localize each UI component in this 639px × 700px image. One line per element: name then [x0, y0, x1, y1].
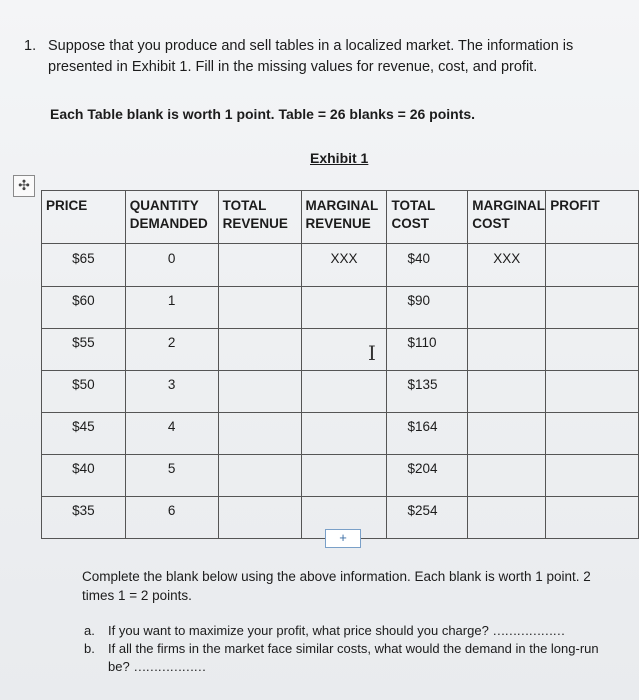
cell-marginal-revenue[interactable]: [301, 371, 387, 413]
text-cursor-icon: I: [368, 341, 376, 365]
cell-marginal-cost[interactable]: [468, 413, 546, 455]
table-row: [42, 371, 639, 413]
header-total-cost: TOTAL COST: [387, 191, 468, 244]
cell-profit[interactable]: [546, 413, 639, 455]
cell-total-cost: $254: [387, 497, 468, 539]
complete-note: Complete the blank below using the above information. Each blank is worth 1 point. 2 times 1 = 2 points.: [82, 569, 591, 603]
cell-quantity: 0: [125, 244, 218, 287]
cell-total-revenue[interactable]: [218, 329, 301, 371]
cell-total-revenue[interactable]: [218, 413, 301, 455]
cell-marginal-cost[interactable]: [468, 455, 546, 497]
cell-total-cost: $164: [387, 413, 468, 455]
subquestion-text: If all the firms in the market face similar costs, what would the demand in the long-run be?: [108, 641, 599, 674]
question-number: 1.: [24, 38, 37, 54]
cell-marginal-revenue: XXX: [301, 244, 387, 287]
subquestion-a: [84, 622, 604, 640]
cell-price: $50: [42, 371, 126, 413]
header-price: PRICE: [42, 191, 126, 244]
cell-profit[interactable]: [546, 329, 639, 371]
question-text: Suppose that you produce and sell tables in a localized market. The information is presented in Exhibit 1. Fill in the missing values for revenue, cost, and profit.: [48, 38, 574, 75]
header-marginal-revenue: MARGINAL REVENUE: [301, 191, 387, 244]
cell-total-revenue[interactable]: [218, 371, 301, 413]
answer-blank[interactable]: ………………: [492, 623, 565, 638]
header-marginal-cost: MARGINAL COST: [468, 191, 546, 244]
header-quantity-demanded: QUANTITY DEMANDED: [125, 191, 218, 244]
header-total-revenue: TOTAL REVENUE: [218, 191, 301, 244]
cell-price: $45: [42, 413, 126, 455]
cell-price: $65: [42, 244, 126, 287]
cell-quantity: 2: [125, 329, 218, 371]
cell-quantity: 6: [125, 497, 218, 539]
header-profit: PROFIT: [546, 191, 639, 244]
cell-total-cost: $40: [387, 244, 468, 287]
subquestion-label: b.: [84, 641, 95, 656]
table-row: [42, 287, 639, 329]
cell-marginal-revenue[interactable]: [301, 413, 387, 455]
exhibit-title: Exhibit 1: [310, 150, 369, 166]
answer-blank[interactable]: ………………: [133, 659, 206, 674]
cell-total-revenue[interactable]: [218, 497, 301, 539]
cell-total-cost: $204: [387, 455, 468, 497]
cell-total-cost: $90: [387, 287, 468, 329]
cell-marginal-cost[interactable]: [468, 497, 546, 539]
cell-quantity: 3: [125, 371, 218, 413]
cell-quantity: 4: [125, 413, 218, 455]
cell-price: $35: [42, 497, 126, 539]
cell-total-revenue[interactable]: [218, 455, 301, 497]
cell-total-revenue[interactable]: [218, 244, 301, 287]
cell-price: $40: [42, 455, 126, 497]
table-row: [42, 413, 639, 455]
cell-price: $55: [42, 329, 126, 371]
cell-profit[interactable]: [546, 497, 639, 539]
subquestion-text: If you want to maximize your profit, what price should you charge?: [108, 623, 489, 638]
cell-marginal-cost[interactable]: [468, 329, 546, 371]
cell-profit[interactable]: [546, 244, 639, 287]
table-row: [42, 455, 639, 497]
add-row-button[interactable]: +: [325, 529, 361, 548]
cell-marginal-revenue[interactable]: [301, 287, 387, 329]
cell-profit[interactable]: [546, 455, 639, 497]
subquestion-b: [84, 640, 604, 676]
cell-total-cost: $110: [387, 329, 468, 371]
cell-quantity: 1: [125, 287, 218, 329]
cell-price: $60: [42, 287, 126, 329]
cell-total-revenue[interactable]: [218, 287, 301, 329]
cell-marginal-cost: XXX: [468, 244, 546, 287]
cell-profit[interactable]: [546, 371, 639, 413]
cell-profit[interactable]: [546, 287, 639, 329]
cell-total-cost: $135: [387, 371, 468, 413]
table-row: [42, 329, 639, 371]
subquestion-list: [84, 622, 604, 676]
question-1: [24, 36, 630, 78]
cell-quantity: 5: [125, 455, 218, 497]
table-row: [42, 244, 639, 287]
table-move-handle-icon[interactable]: ✣: [13, 175, 35, 197]
exhibit-table: [41, 190, 639, 539]
table-header-row: [42, 191, 639, 244]
cell-marginal-cost[interactable]: [468, 287, 546, 329]
cell-marginal-cost[interactable]: [468, 371, 546, 413]
cell-marginal-revenue[interactable]: [301, 455, 387, 497]
subquestion-label: a.: [84, 623, 95, 638]
blanks-note: Each Table blank is worth 1 point. Table = 26 blanks = 26 points.: [50, 106, 476, 122]
